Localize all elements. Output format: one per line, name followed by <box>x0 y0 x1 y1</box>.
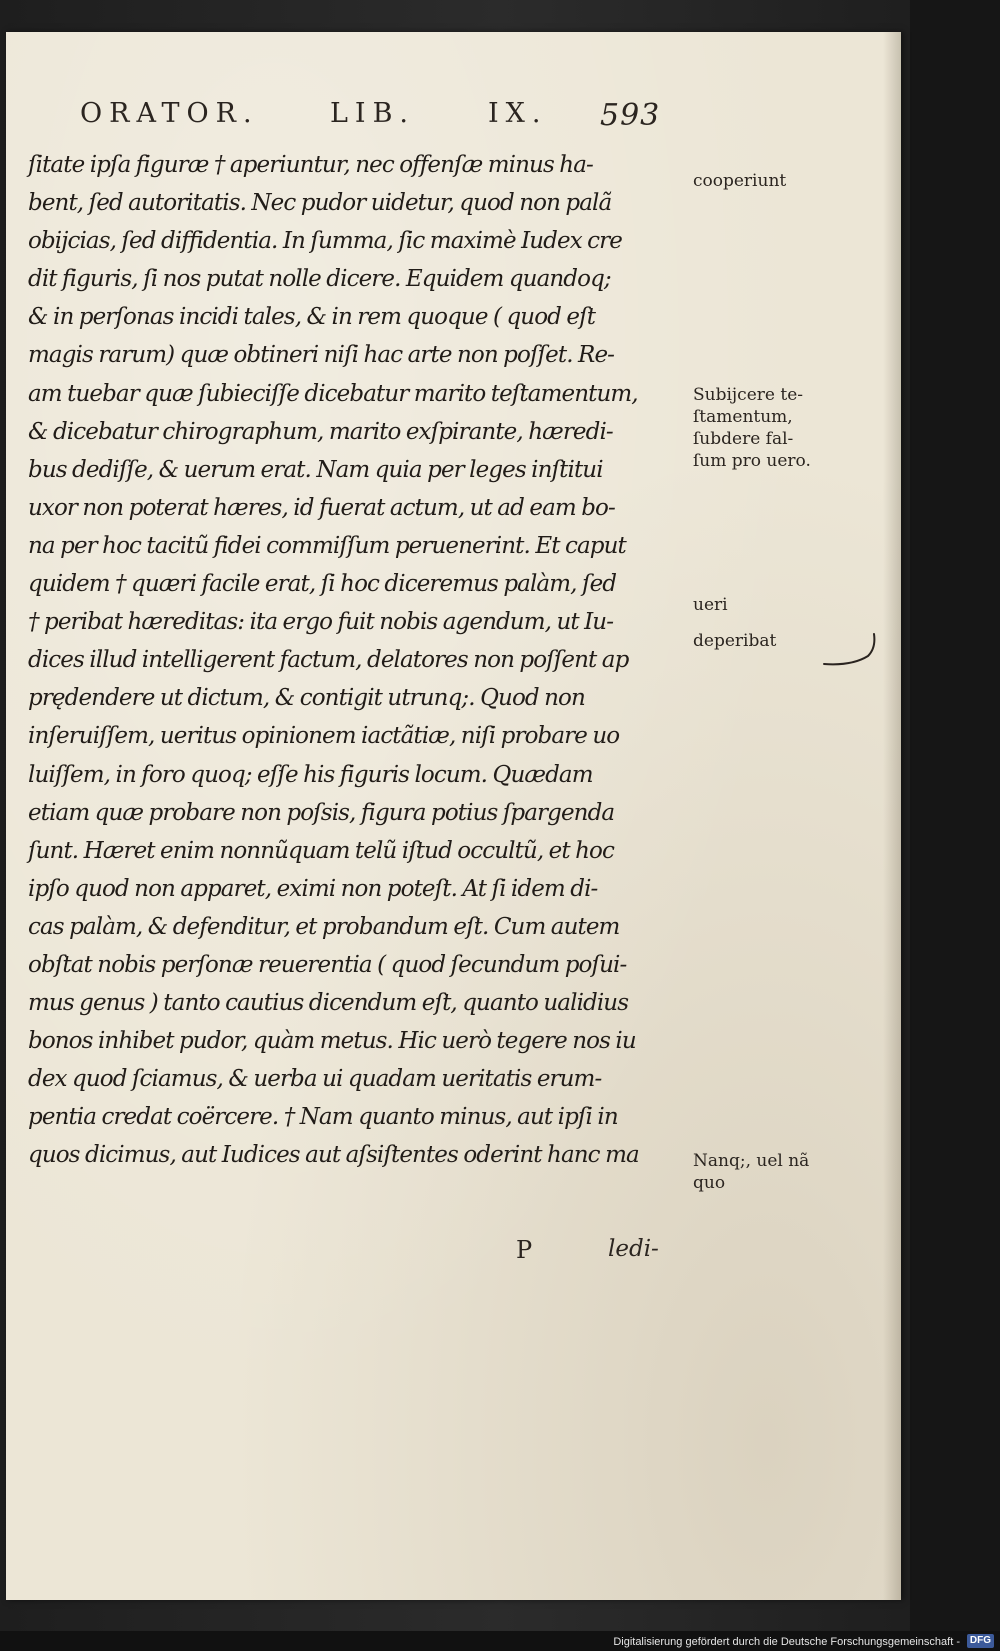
text-line: bonos inhibet pudor, quàm metus. Hic uerò tegere nos iu <box>28 1028 636 1055</box>
text-line: dex quod ſciamus, & uerba ui quadam ueritatis erum- <box>28 1066 602 1093</box>
running-head-chapter: IX. <box>488 98 548 129</box>
text-line: quos dicimus, aut Iudices aut aſsiſtentes oderint hanc ma <box>28 1142 639 1169</box>
text-line: pentia credat coërcere. † Nam quanto minus, aut ipſi in <box>28 1104 618 1131</box>
margin-note-line: Nanq;, uel nã <box>693 1151 810 1171</box>
text-line: & in perſonas incidi tales, & in rem quoque ( quod eſt <box>28 304 596 331</box>
text-line: ſitate ipſa figuræ † aperiuntur, nec offenſæ minus ha- <box>28 152 593 178</box>
text-line: bent, ſed autoritatis. Nec pudor uidetur, quod non palã <box>28 190 612 217</box>
scan-right-edge <box>910 0 1000 1651</box>
footer-bar <box>0 1631 1000 1651</box>
text-line: † peribat hæreditas: ita ergo fuit nobis agendum, ut Iu- <box>28 609 614 636</box>
margin-note-line: cooperiunt <box>693 171 787 191</box>
margin-note-line: ſum pro uero. <box>693 451 811 471</box>
text-line: bus dediſſe, & uerum erat. Nam quia per leges inſtitui <box>28 456 603 483</box>
text-line: uxor non poterat hæres, id fuerat actum, ut ad eam bo- <box>28 494 615 521</box>
text-line: dit figuris, ſi nos putat nolle dicere. Equidem quandoq; <box>28 266 611 293</box>
text-line: na per hoc tacitũ fidei commiſſum peruenerint. Et caput <box>28 532 626 559</box>
text-line: & dicebatur chirographum, marito exſpirante, hæredi- <box>28 418 613 445</box>
margin-note-cooperiunt <box>693 170 786 192</box>
text-line: ſunt. Hæret enim nonnũquam telũ iſtud occultũ, et hoc <box>28 837 614 864</box>
dfg-logo: DFG <box>967 1634 994 1648</box>
margin-note-deperibat <box>693 630 776 652</box>
text-line: magis rarum) quæ obtineri niſi hac arte non poſſet. Re- <box>28 342 615 369</box>
body-text <box>28 146 678 1175</box>
margin-note-line: deperibat <box>693 631 777 651</box>
text-line: luiſſem, in foro quoq; eſſe his figuris locum. Quædam <box>28 761 593 788</box>
running-head-title: ORATOR. <box>80 98 259 129</box>
footer-credit: Digitalisierung gefördert durch die Deutsche Forschungsgemeinschaft - <box>613 1636 960 1648</box>
margin-note-line: Subijcere te- <box>693 385 803 405</box>
text-line: etiam quæ probare non poſsis, figura potius ſpargenda <box>28 799 615 826</box>
text-line: ipſo quod non apparet, eximi non poteſt. At ſi idem di- <box>28 875 598 902</box>
text-line: dices illud intelligerent factum, delatores non poſſent ap <box>28 647 629 674</box>
text-line: obijcias, ſed diffidentia. In ſumma, ſic maximè Iudex cre <box>28 228 622 255</box>
margin-note-line: ueri <box>693 595 728 615</box>
running-head-book: LIB. <box>330 98 416 129</box>
text-line: cas palàm, & defenditur, et probandum eſt. Cum autem <box>28 913 620 940</box>
text-line: inſeruiſſem, ueritus opinionem iactãtiæ, niſi probare uo <box>28 723 620 750</box>
margin-note-line: quo <box>693 1173 726 1193</box>
text-line: quidem † quæri facile erat, ſi hoc diceremus palàm, ſed <box>28 571 617 598</box>
text-line: prędendere ut dictum, & contigit utrunq;. Quod non <box>28 685 585 712</box>
text-line: obſtat nobis perſonæ reuerentia ( quod ſecundum poſui- <box>28 951 627 978</box>
page-number: 593 <box>600 98 661 133</box>
pen-stroke-mark <box>822 630 882 670</box>
text-line: am tuebar quæ ſubieciſſe dicebatur marito teſtamentum, <box>28 380 638 407</box>
margin-note-nanq <box>693 1150 809 1194</box>
text-line: mus genus ) tanto cautius dicendum eſt, quanto ualidius <box>28 990 629 1017</box>
margin-note-ueri <box>693 594 728 616</box>
running-head <box>80 98 700 138</box>
signature-mark: P <box>516 1236 533 1264</box>
margin-note-line: ſubdere fal- <box>693 429 794 449</box>
catchword: ledi- <box>608 1236 659 1262</box>
margin-note-subijcere <box>693 384 811 472</box>
margin-note-line: ſtamentum, <box>693 407 793 427</box>
